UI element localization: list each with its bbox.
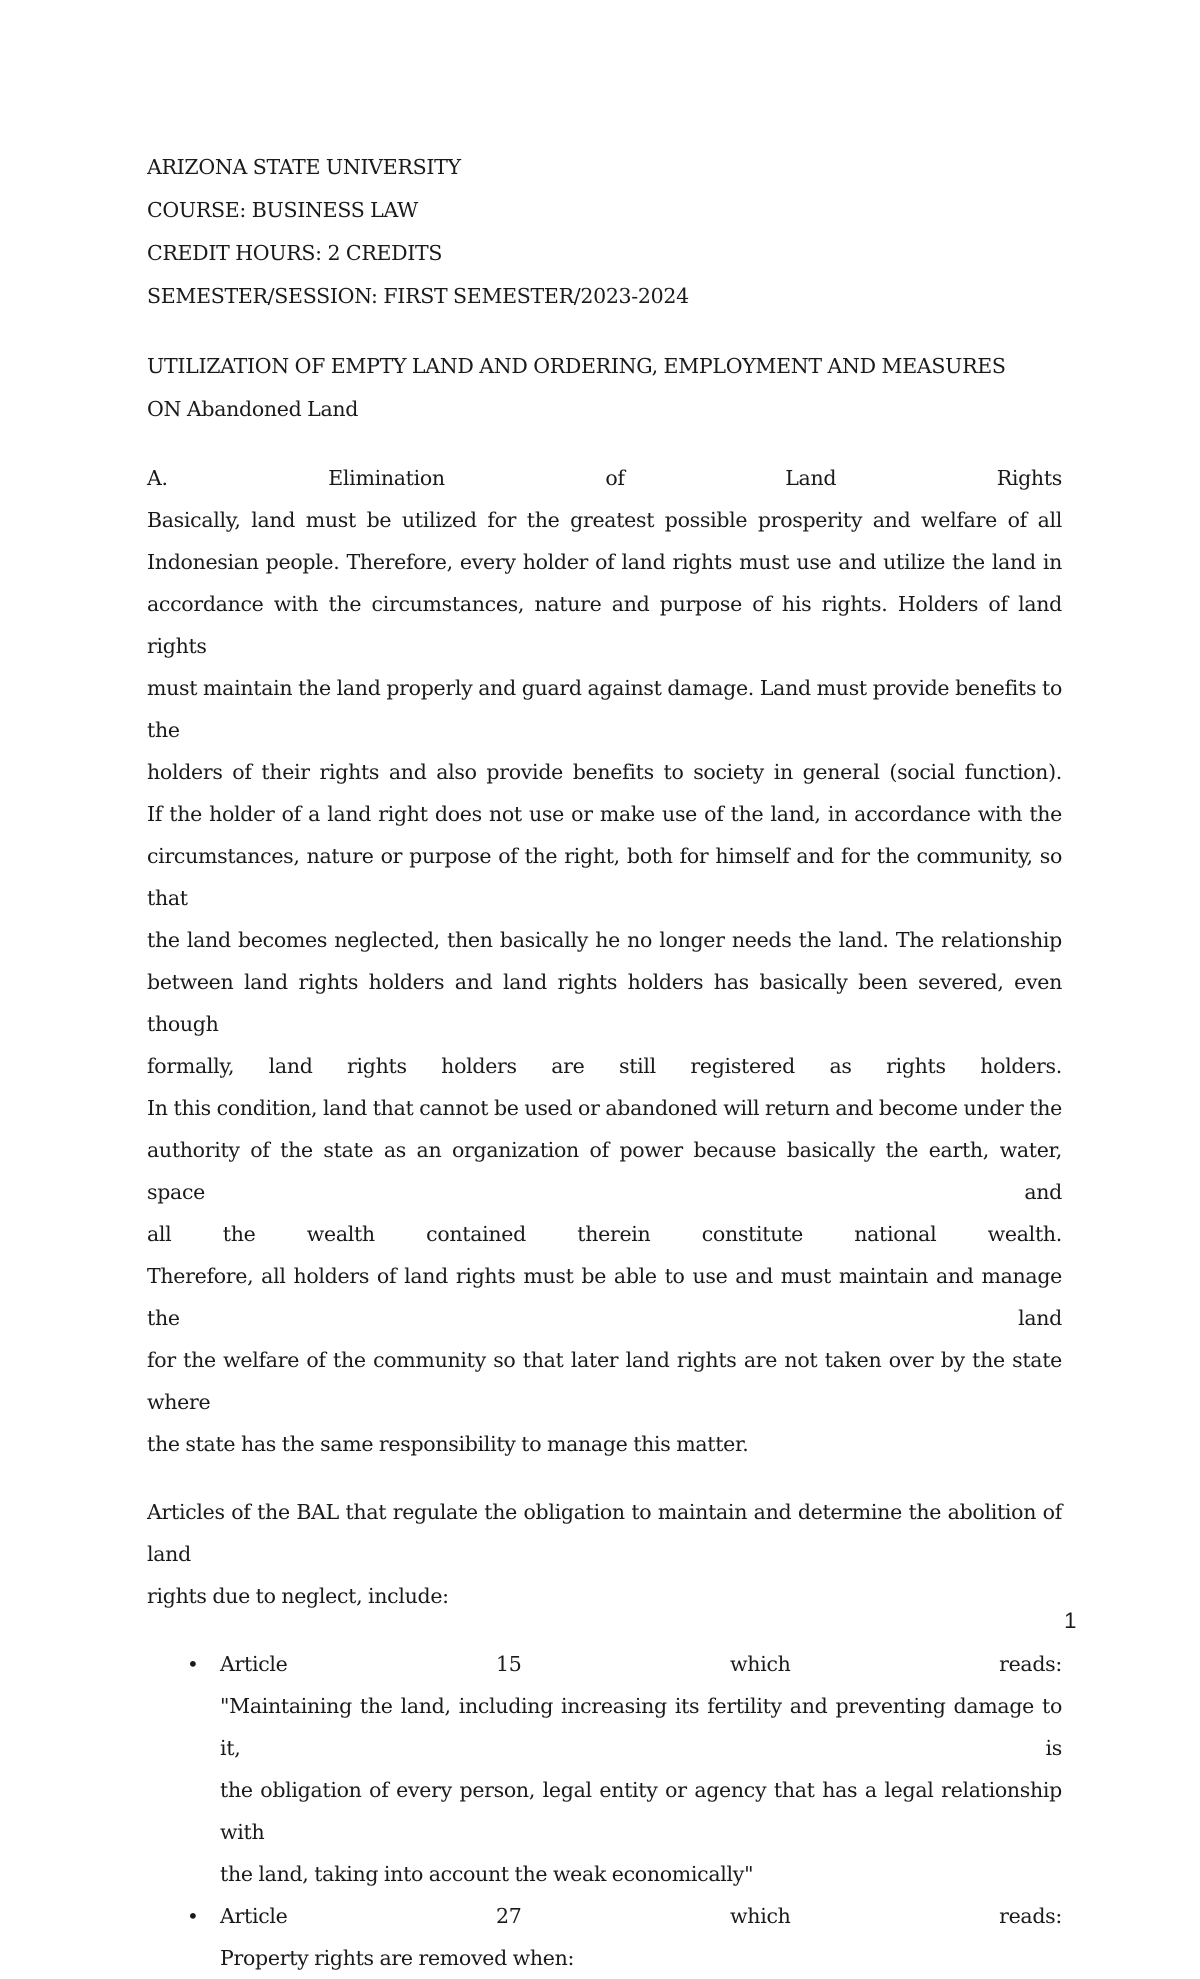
- articles-intro-line: rights due to neglect, include:: [147, 1584, 449, 1608]
- list-item: [147, 1643, 1062, 1895]
- credit-hours: CREDIT HOURS: 2 CREDITS: [147, 241, 443, 265]
- body-line: In this condition, land that cannot be used or abandoned will return and become under the: [147, 1096, 1062, 1120]
- body-line: circumstances, nature or purpose of the right, both for himself and for the community, so that: [147, 844, 1062, 910]
- semester-session: SEMESTER/SESSION: FIRST SEMESTER/2023-2024: [147, 284, 689, 308]
- body-line: accordance with the circumstances, nature and purpose of his rights. Holders of land rights: [147, 592, 1062, 658]
- body-line: all the wealth contained therein constitute national wealth.: [147, 1222, 1062, 1246]
- section-a: [147, 457, 1062, 1465]
- bullet-icon: •: [187, 1652, 199, 1676]
- document-content: [147, 146, 1062, 1979]
- list-item: [147, 1895, 1062, 1979]
- articles-intro-line: Articles of the BAL that regulate the obligation to maintain and determine the abolition of land: [147, 1500, 1062, 1566]
- articles-list: [147, 1643, 1062, 1979]
- body-line: holders of their rights and also provide benefits to society in general (social function).: [147, 760, 1062, 784]
- body-line: the land becomes neglected, then basically he no longer needs the land. The relationship: [147, 928, 1062, 952]
- course-name: COURSE: BUSINESS LAW: [147, 198, 418, 222]
- article-line: Property rights are removed when:: [220, 1946, 575, 1970]
- spacer: [147, 1617, 1062, 1643]
- document-title-line-1: UTILIZATION OF EMPTY LAND AND ORDERING, EMPLOYMENT AND MEASURES: [147, 354, 1006, 378]
- body-line: between land rights holders and land rights holders has basically been severed, even though: [147, 970, 1062, 1036]
- article-heading: Article 27 which reads:: [220, 1904, 1062, 1928]
- page-number: 1: [1064, 1608, 1076, 1633]
- spacer: [147, 318, 1062, 345]
- university-name: ARIZONA STATE UNIVERSITY: [147, 155, 461, 179]
- article-heading: Article 15 which reads:: [220, 1652, 1062, 1676]
- body-line: Indonesian people. Therefore, every holder of land rights must use and utilize the land in: [147, 550, 1062, 574]
- spacer: [147, 1465, 1062, 1491]
- body-line: the state has the same responsibility to manage this matter.: [147, 1432, 749, 1456]
- article-line: the obligation of every person, legal entity or agency that has a legal relationship with: [220, 1778, 1062, 1844]
- body-line: formally, land rights holders are still registered as rights holders.: [147, 1054, 1062, 1078]
- body-line: must maintain the land properly and guard against damage. Land must provide benefits to the: [147, 676, 1062, 742]
- body-line: If the holder of a land right does not use or make use of the land, in accordance with the: [147, 802, 1062, 826]
- body-line: for the welfare of the community so that later land rights are not taken over by the state where: [147, 1348, 1062, 1414]
- body-line: authority of the state as an organization of power because basically the earth, water, space and: [147, 1138, 1062, 1204]
- body-line: Therefore, all holders of land rights must be able to use and must maintain and manage the land: [147, 1264, 1062, 1330]
- article-line: "Maintaining the land, including increasing its fertility and preventing damage to it, is: [220, 1694, 1062, 1760]
- document-title-line-2: ON Abandoned Land: [147, 397, 359, 421]
- body-line: Basically, land must be utilized for the greatest possible prosperity and welfare of all: [147, 508, 1062, 532]
- articles-intro: [147, 1491, 1062, 1617]
- spacer: [147, 431, 1062, 457]
- article-line: the land, taking into account the weak economically": [220, 1862, 754, 1886]
- bullet-icon: •: [187, 1904, 199, 1928]
- section-a-heading: A. Elimination of Land Rights: [147, 466, 1062, 490]
